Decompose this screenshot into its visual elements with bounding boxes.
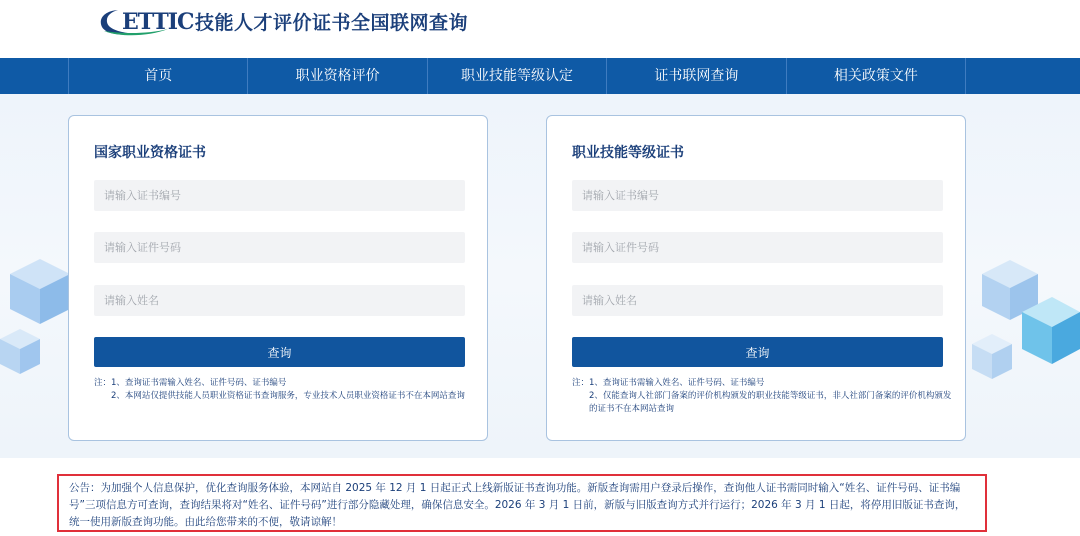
decorative-cubes-left bbox=[0, 244, 70, 424]
nav-item-home[interactable]: 首页 bbox=[69, 58, 248, 94]
logo-text: ETTIC bbox=[122, 9, 194, 35]
query-button[interactable]: 查询 bbox=[572, 337, 943, 367]
announcement-box bbox=[57, 474, 987, 532]
query-button[interactable]: 查询 bbox=[94, 337, 465, 367]
announcement-text: 公告：为加强个人信息保护，优化查询服务体验，本网站自 2025 年 12 月 1 日起正式上线新版证书查询功能。新版查询需用户登录后操作，查询他人证书需同时输入“姓名、证件号码、证书编号”三项信息方可查询，查询结果将对“姓名、证件号码”进行部分隐藏处理，确保信息安全。2026 年 3 月 1 日前，新版与旧版查询方式并行运行；2026 年 3 月 1 日起，将停用旧版证书查询，统一使用新版查询功能。由此给您带来的不便，敬请谅解！ bbox=[69, 482, 966, 528]
site-title: 技能人才评价证书全国联网查询 bbox=[195, 12, 469, 34]
id-number-input[interactable] bbox=[94, 232, 465, 263]
logo-mark bbox=[98, 7, 194, 37]
name-input[interactable] bbox=[94, 285, 465, 316]
card-note bbox=[572, 377, 952, 416]
name-input[interactable] bbox=[572, 285, 943, 316]
main-nav bbox=[0, 58, 1080, 94]
note-line-2: 2、仅能查询人社部门备案的评价机构颁发的职业技能等级证书，非人社部门备案的评价机构颁发的证书不在本网站查询 bbox=[589, 391, 952, 414]
nav-item-certificate-query[interactable]: 证书联网查询 bbox=[607, 58, 786, 94]
skill-level-card bbox=[546, 115, 966, 441]
note-line-1: 注：1、查询证书需输入姓名、证件号码、证书编号 bbox=[572, 378, 765, 388]
card-title: 国家职业资格证书 bbox=[94, 145, 206, 161]
certificate-number-input[interactable] bbox=[572, 180, 943, 211]
nav-item-qualification-evaluation[interactable]: 职业资格评价 bbox=[248, 58, 427, 94]
site-header bbox=[0, 0, 1080, 58]
nav-item-skill-level-certification[interactable]: 职业技能等级认定 bbox=[428, 58, 607, 94]
certificate-number-input[interactable] bbox=[94, 180, 465, 211]
national-qualification-card bbox=[68, 115, 488, 441]
id-number-input[interactable] bbox=[572, 232, 943, 263]
decorative-cubes-right bbox=[962, 234, 1080, 434]
site-logo[interactable] bbox=[98, 7, 194, 37]
card-title: 职业技能等级证书 bbox=[572, 145, 684, 161]
note-line-1: 注：1、查询证书需输入姓名、证件号码、证书编号 bbox=[94, 378, 287, 388]
note-line-2: 2、本网站仅提供技能人员职业资格证书查询服务，专业技术人员职业资格证书不在本网站查询 bbox=[111, 391, 465, 401]
card-note bbox=[94, 377, 474, 403]
nav-item-policy-documents[interactable]: 相关政策文件 bbox=[787, 58, 966, 94]
